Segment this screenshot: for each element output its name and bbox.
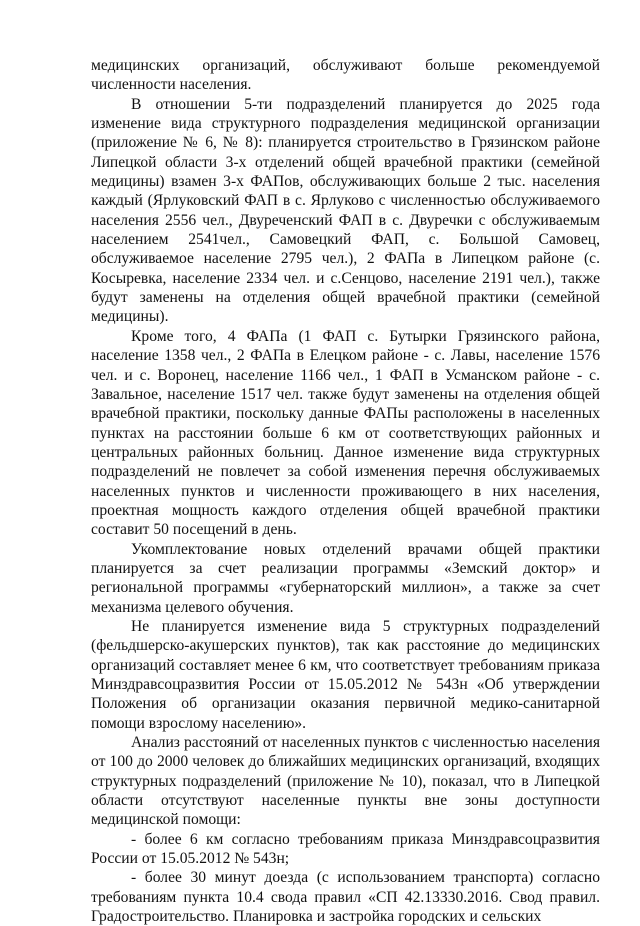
paragraph-staffing: Укомплектование новых отделений врачами общей практики планируется за счет реализации программы «Земский доктор» и региональной программы «губернаторский миллион», а также за счет механизма целевого обучения. bbox=[91, 540, 600, 616]
paragraph-distance-analysis: Анализ расстояний от населенных пунктов с численностью населения от 100 до 2000 человек до ближайших медицинских организаций, входящих структурных подразделений (приложение № 10), показал, что в Липецкой области отсутствуют населенные пункты вне зоны доступности медицинской помощи: bbox=[91, 734, 600, 829]
paragraph-subdivision-changes: В отношении 5-ти подразделений планируется до 2025 года изменение вида структурного подразделения медицинской организации (приложение № 6, № 8): планируется строительство в Грязинском районе Липецкой области 3-х отделений общей врачебной практики (семейной медицины) взамен 3-х ФАПов, обслуживающих больше 2 тыс. населения каждый (Ярлуковский ФАП в с. Ярлуково с численностью обслуживаемого населения 2556 чел., Двуреченский ФАП в с. Двуречки с обслуживаемым населением 2541чел., Самовецкий ФАП, с. Большой Самовец, обслуживаемое население 2795 чел.), 2 ФАПа в Липецком районе (с. Косыревка, население 2334 чел. и с.Сенцово, население 2191 чел.), также будут заменены на отделения общей врачебной практики (семейной медицины). bbox=[91, 95, 600, 326]
list-item-travel-30min: - более 30 минут доезда (с использованием транспорта) согласно требованиям пункта 10.4 свода правил «СП 42.13330.2016. Свод правил. Градостроительство. Планировка и застройка городских и сельских bbox=[91, 869, 600, 926]
list-item-distance-6km: - более 6 км согласно требованиям приказа Минздравсоцразвития России от 15.05.2012 № 543н; bbox=[91, 830, 600, 868]
paragraph-no-change: Не планируется изменение вида 5 структурных подразделений (фельдшерско-акушерских пунктов), так как расстояние до медицинских организаций составляет менее 6 км, что соответствует требованиям приказа Минздравсоцразвития России от 15.05.2012 № 543н «Об утверждении Положения об организации оказания первичной медико-санитарной помощи взрослому населению». bbox=[91, 617, 600, 732]
paragraph-additional-fap: Кроме того, 4 ФАПа (1 ФАП с. Бутырки Грязинского района, население 1358 чел., 2 ФАПа в Елецком районе - с. Лавы, население 1576 чел. и с. Воронец, население 1166 чел., 1 ФАП в Усманском районе - с. Завальное, население 1517 чел. также будут заменены на отделения общей врачебной практики, поскольку данные ФАПы расположены в населенных пунктах на расстоянии больше 6 км от соответствующих районных и центральных районных больниц. Данное изменение вида структурных подразделений не повлечет за собой изменения перечня обслуживаемых населенных пунктов и численности проживающего в них населения, проектная мощность каждого отделения общей врачебной практики составит 50 посещений в день. bbox=[91, 327, 600, 539]
paragraph-continuation: медицинских организаций, обслуживают больше рекомендуемой численности населения. bbox=[91, 57, 600, 94]
